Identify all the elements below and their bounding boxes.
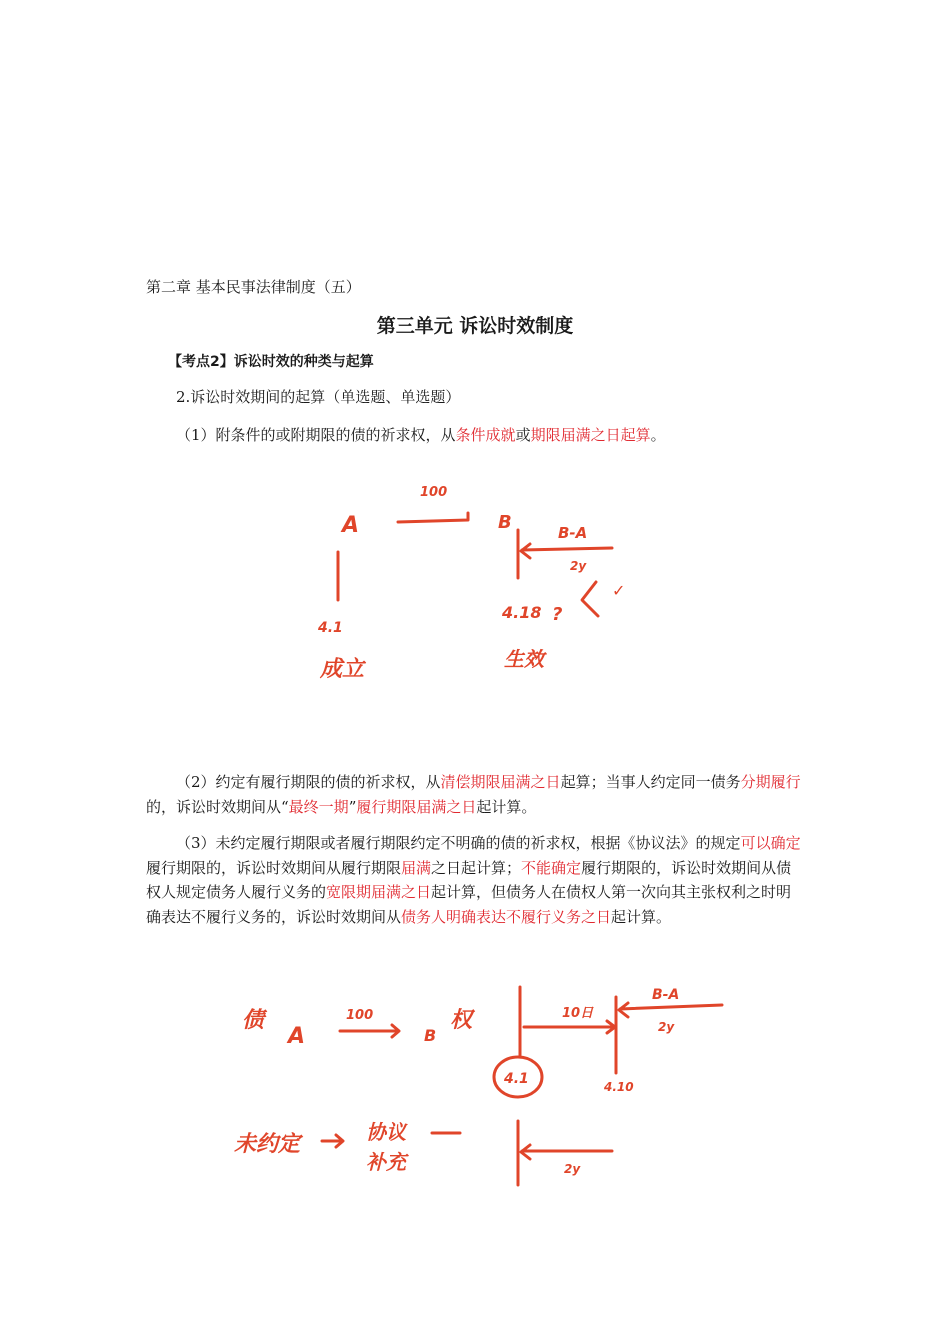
arrow-line	[398, 513, 468, 522]
text: 或	[515, 426, 531, 444]
text: （2）约定有履行期限的债的祈求权，从	[176, 773, 441, 791]
highlight: 最终一期	[288, 797, 349, 816]
paragraph-item-1	[176, 423, 836, 448]
text: 起计算。	[476, 797, 537, 816]
text: 之日起计算；	[431, 858, 522, 877]
text: （3）未约定履行期限或者履行期限约定不明确的债的祈求权，根据《协议法》的规定	[176, 834, 741, 852]
chapter-heading: 第二章 基本民事法律制度（五）	[146, 278, 361, 296]
arrow-back	[521, 544, 612, 558]
sketch-years: 2y	[570, 559, 587, 573]
arrow-next	[322, 1135, 343, 1147]
text: 起计算，但债务人在债权人第一次向其主张权利之时明确表达不履行义务的，诉讼时效期间从	[146, 883, 792, 926]
text: ”	[348, 797, 357, 816]
sketch-years: 2y	[658, 1020, 675, 1034]
sketch-question: ?	[552, 604, 563, 625]
highlight: 期限届满之日起算	[530, 426, 651, 444]
sketch-word-agree-1: 协议	[366, 1120, 406, 1144]
sketch-amount: 100	[346, 1008, 374, 1023]
text: （1）附条件的或附期限的债的祈求权，从	[176, 426, 456, 444]
sketch-label-b: B	[424, 1026, 437, 1045]
text: 起算；当事人约定同一债务	[560, 773, 741, 791]
highlight: 履行期限届满之日	[356, 797, 477, 816]
highlight: 不能确定	[521, 858, 582, 877]
sketch-word-none: 未约定	[234, 1132, 301, 1157]
sketch-label-a: A	[342, 513, 360, 538]
highlight: 届满	[401, 858, 432, 877]
arrow-right	[340, 1025, 399, 1037]
arrow-back-2	[521, 1145, 612, 1159]
sketch-date-1: 4.1	[504, 1071, 529, 1087]
sketch-word-1: 成立	[320, 657, 365, 682]
text: 。	[650, 426, 666, 444]
text: 起计算。	[611, 907, 672, 926]
arrow-days	[524, 1021, 615, 1033]
paragraph-item-2	[146, 770, 806, 819]
exam-point-heading: 【考点2】诉讼时效的种类与起算	[168, 354, 374, 370]
highlight: 分期履行	[740, 773, 801, 791]
less-than-mark	[582, 582, 598, 616]
handwritten-sketch-2	[228, 975, 738, 1205]
sketch-word-debt: 债	[242, 1008, 265, 1033]
sketch-years-2: 2y	[564, 1162, 581, 1176]
sketch-check: ✓	[612, 581, 626, 600]
sketch-amount: 100	[420, 485, 448, 500]
section-heading: 2.诉讼时效期间的起算（单选题、单选题）	[176, 388, 461, 406]
unit-title: 第三单元 诉讼时效制度	[376, 315, 574, 337]
sketch-ba: B-A	[558, 524, 588, 542]
arrow-back	[619, 1003, 722, 1017]
sketch-ba: B-A	[652, 987, 680, 1003]
highlight: 可以确定	[740, 834, 801, 852]
sketch-date-2: 4.18	[502, 603, 542, 622]
sketch-date-2: 4.10	[604, 1080, 634, 1094]
highlight: 清偿期限届满之日	[440, 773, 561, 791]
text: 履行期限的，诉讼时效期间从履行期限	[146, 858, 402, 877]
sketch-word-agree-2: 补充	[366, 1150, 406, 1174]
text: 的，诉讼时效期间从“	[146, 797, 289, 816]
paragraph-item-3	[146, 831, 806, 929]
text: 履行期限的，诉讼时效期间从债权人规定债务人履行义务的	[146, 858, 792, 901]
highlight: 宽限期届满之日	[326, 883, 432, 901]
sketch-word-right: 权	[450, 1008, 473, 1033]
sketch-days: 10日	[562, 1006, 594, 1021]
highlight: 条件成就	[455, 426, 516, 444]
sketch-label-b: B	[498, 512, 512, 533]
handwritten-sketch-1	[300, 470, 660, 740]
sketch-word-2: 生效	[504, 647, 544, 671]
sketch-label-a: A	[288, 1024, 306, 1049]
highlight: 债务人明确表达不履行义务之日	[401, 907, 612, 926]
sketch-date-1: 4.1	[318, 620, 343, 636]
